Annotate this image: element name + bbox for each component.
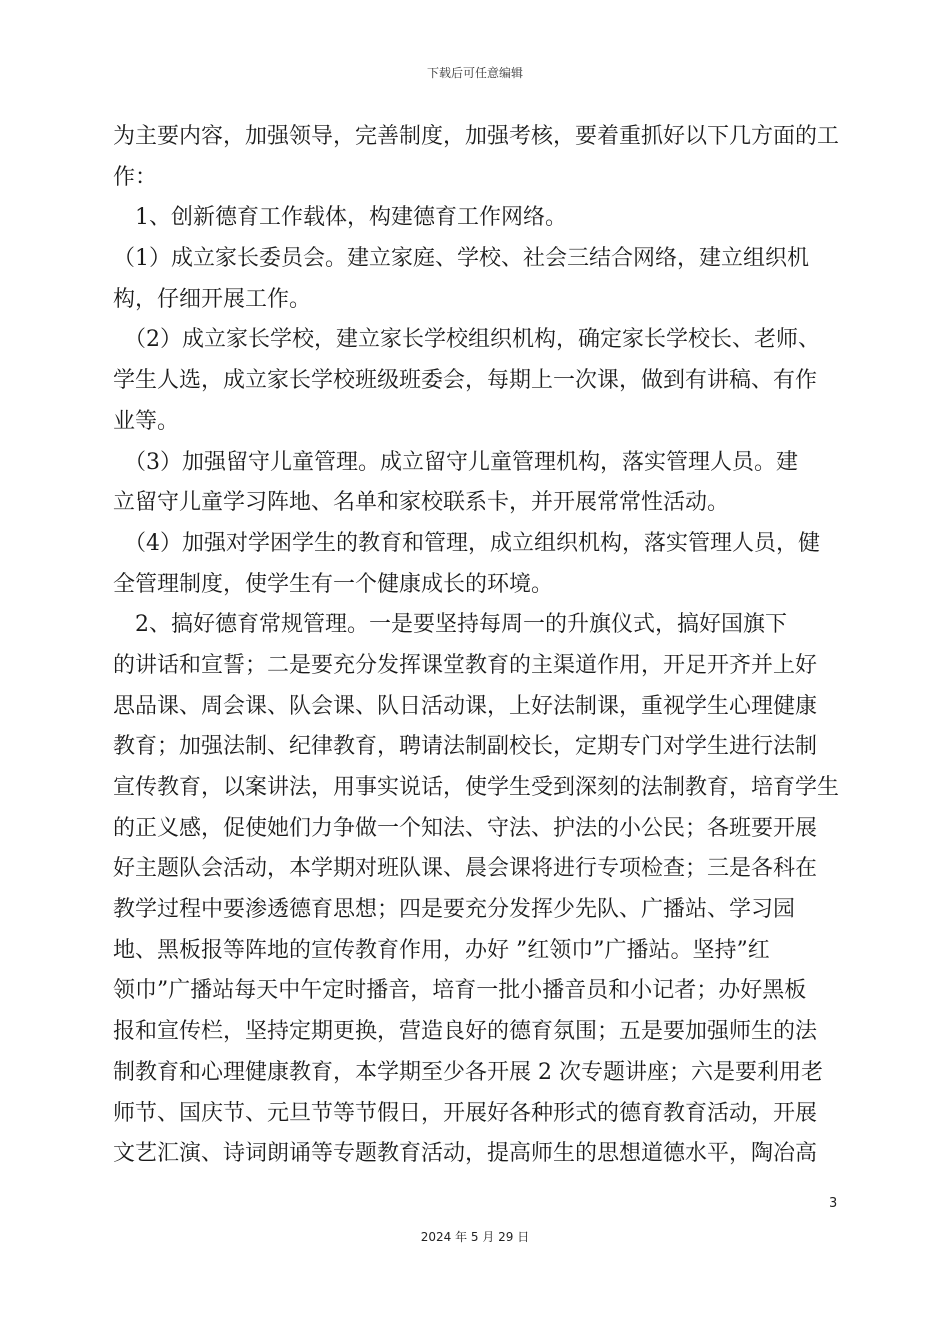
text-line: （2）成立家长学校，建立家长学校组织机构，确定家长学校长、老师、 [113,327,820,353]
text-line: 的正义感，促使她们力争做一个知法、守法、护法的小公民；各班要开展 [113,815,818,841]
text-line: 师节、国庆节、元旦节等节假日，开展好各种形式的德育教育活动，开展 [113,1100,818,1126]
text-line: 2、搞好德育常规管理。一是要坚持每周一的升旗仪式，搞好国旗下 [113,612,787,638]
text-line: 教学过程中要渗透德育思想；四是要充分发挥少先队、广播站、学习园 [113,897,796,923]
text-line: 学生人选，成立家长学校班级班委会，每期上一次课，做到有讲稿、有作 [113,368,818,394]
text-line: 立留守儿童学习阵地、名单和家校联系卡，并开展常常性活动。 [113,490,730,516]
page-number: 3 [829,1196,838,1211]
text-line: 作： [113,164,158,190]
text-line: 教育；加强法制、纪律教育，聘请法制副校长，定期专门对学生进行法制 [113,734,818,760]
text-line: 全管理制度，使学生有一个健康成长的环境。 [113,571,554,597]
text-line: （3）加强留守儿童管理。成立留守儿童管理机构，落实管理人员。建 [113,449,798,475]
text-line: 制教育和心理健康教育，本学期至少各开展 2 次专题讲座；六是要利用老 [113,1059,823,1085]
text-line: 为主要内容，加强领导，完善制度，加强考核，要着重抓好以下几方面的工 [113,124,840,149]
text-line: 好主题队会活动，本学期对班队课、晨会课将进行专项检查；三是各科在 [113,856,818,882]
text-line: 报和宣传栏，坚持定期更换，营造良好的德育氛围；五是要加强师生的法 [113,1019,818,1045]
page-date: 2024 年 5 月 29 日 [420,1230,530,1244]
text-line: 构，仔细开展工作。 [113,286,312,312]
text-line: 1、创新德育工作载体，构建德育工作网络。 [113,205,567,231]
text-line: （1）成立家长委员会。建立家庭、学校、社会三结合网络，建立组织机 [113,246,809,272]
text-line: 的讲话和宣誓；二是要充分发挥课堂教育的主渠道作用，开足开齐并上好 [113,652,818,678]
text-line: （4）加强对学困学生的教育和管理，成立组织机构，落实管理人员，健 [113,530,820,556]
text-line: 领巾”广播站每天中午定时播音，培育一批小播音员和小记者；办好黑板 [113,978,807,1004]
text-line: 地、黑板报等阵地的宣传教育作用，办好 ”红领巾”广播站。坚持”红 [113,937,770,963]
document-body [113,117,841,1175]
page-header: 下载后可任意编辑 [426,66,523,80]
text-line: 宣传教育，以案讲法，用事实说话，使学生受到深刻的法制教育，培育学生 [113,775,840,800]
text-line: 文艺汇演、诗词朗诵等专题教育活动，提高师生的思想道德水平，陶冶高 [113,1141,818,1167]
text-line: 业等。 [113,408,180,434]
text-line: 思品课、周会课、队会课、队日活动课，上好法制课，重视学生心理健康 [113,693,818,719]
